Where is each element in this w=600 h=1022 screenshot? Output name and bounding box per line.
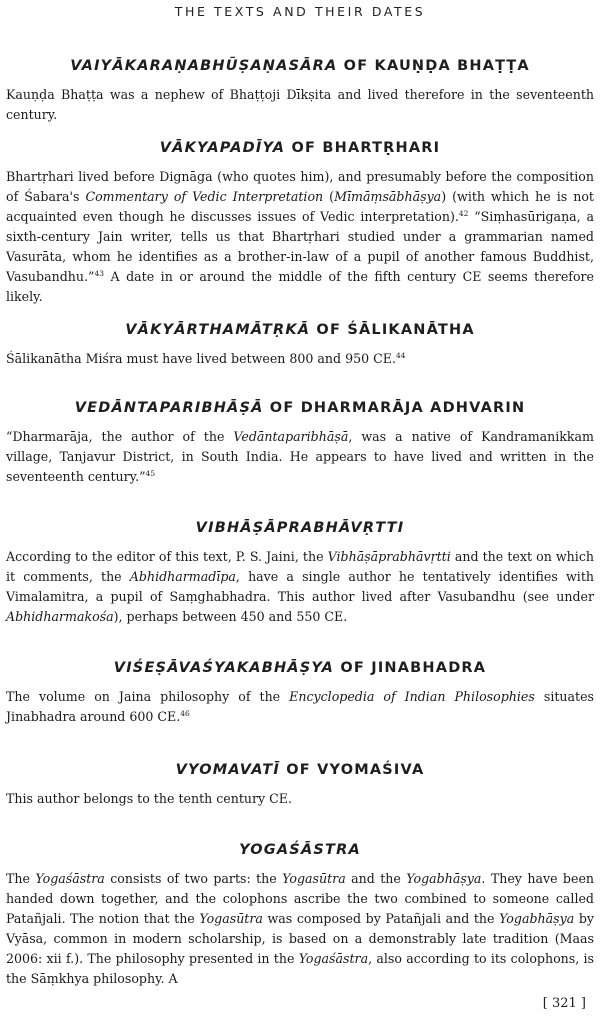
paragraph-text: , was a native of Kandramanikkam village, Tanjavur District, in South India. He appears to have lived and written in the seventeenth century.” <box>6 429 594 484</box>
paragraph-text: A date in or around the middle of the fifth century CE seems therefore likely. <box>6 269 594 304</box>
section-vaiyakaranabhusanasara <box>6 58 594 125</box>
section-vyomavati <box>6 762 594 809</box>
section-vakyapadiya <box>6 140 594 307</box>
paragraph-text: According to the editor of this text, P. S. Jaini, the <box>6 549 328 564</box>
work-title-inline: Yogabhāṣya <box>406 871 482 886</box>
section-heading <box>6 762 594 778</box>
work-title: VĀKYĀRTHAMĀTṚKĀ <box>125 322 311 338</box>
paragraph-text: situates Jinabhadra around 600 CE. <box>6 689 594 724</box>
paragraph-text: Kauṇḍa Bhaṭṭa was a nephew of Bhaṭṭoji Dīkṣita and lived therefore in the seventeenth century. <box>6 87 594 122</box>
footnote-ref[interactable]: 46 <box>180 708 190 718</box>
section-paragraph <box>6 869 594 989</box>
paragraph-text: Śālikanātha Miśra must have lived between 800 and 950 CE. <box>6 351 396 366</box>
paragraph-text: “Dharmarāja, the author of the <box>6 429 234 444</box>
work-title: VAIYĀKARAṆABHŪṢAṆASĀRA <box>70 58 338 74</box>
section-heading <box>6 58 594 74</box>
work-title-inline: Yogabhāṣya <box>499 911 575 926</box>
paragraph-text: Bhartṛhari lived before Dignāga (who quotes him), and presumably before the composition of Śabara's <box>6 169 594 204</box>
section-heading <box>6 140 594 156</box>
work-title-inline: Yogaśāstra <box>298 951 369 966</box>
footnote-ref[interactable]: 43 <box>94 268 104 278</box>
author-title: OF BHARTṚHARI <box>285 140 441 156</box>
section-paragraph <box>6 427 594 487</box>
paragraph-text: consists of two parts: the <box>104 871 283 886</box>
work-title: VIBHĀṢĀPRABHĀVṚTTI <box>195 520 405 536</box>
paragraph-text: by Vyāsa, common in modern scholarship, is based on a demonstrably late tradition (Maas 2006: xii f.). The philosophy presented in the <box>6 911 594 966</box>
section-heading <box>6 660 594 676</box>
paragraph-text: . They have been handed down together, and the colophons ascribe the two combined to someone called Patañjali. The notion that the <box>6 871 595 926</box>
paragraph-text: and the text on which it comments, the <box>6 549 594 584</box>
section-visesavasyakabhasya <box>6 660 594 727</box>
paragraph-text: was composed by Patañjali and the <box>262 911 500 926</box>
author-title: OF ŚĀLIKANĀTHA <box>310 322 475 338</box>
section-paragraph <box>6 547 594 627</box>
footnote-ref[interactable]: 42 <box>458 208 469 218</box>
work-title-inline: Abhidharmakośa <box>6 609 114 624</box>
section-vedantaparibhasa <box>6 400 594 487</box>
work-title-inline: Yogasūtra <box>199 911 263 926</box>
work-title: VIŚEṢĀVAŚYAKABHĀṢYA <box>113 660 335 676</box>
section-heading <box>6 842 594 858</box>
footnote-ref[interactable]: 44 <box>395 350 406 360</box>
section-yogasastra <box>6 842 594 989</box>
work-title-inline: Abhidharmadīpa <box>129 569 236 584</box>
paragraph-text: , also according to its colophons, is the Sāṃkhya philosophy. A <box>6 951 594 986</box>
work-title: YOGAŚĀSTRA <box>239 842 361 858</box>
section-heading <box>6 322 594 338</box>
work-title: VYOMAVATĪ <box>175 762 280 778</box>
author-title: OF JINABHADRA <box>334 660 487 676</box>
paragraph-text: “Siṃhasūrigaṇa, a sixth-century Jain writer, tells us that Bhartṛhari studied under a grammarian named Vasurāta, whom he identifies as a brother-in-law of a pupil of another famous Buddhist, Vasubandhu.” <box>6 209 594 284</box>
work-title: VĀKYAPADĪYA <box>159 140 286 156</box>
paragraph-text: The volume on Jaina philosophy of the <box>6 689 290 704</box>
work-title-inline: Vedāntaparibhāṣā <box>233 429 349 444</box>
section-paragraph <box>6 789 594 809</box>
work-title-inline: Yogaśāstra <box>35 871 105 886</box>
paragraph-text: This author belongs to the tenth century CE. <box>6 791 292 806</box>
work-title-inline: Encyclopedia of Indian Philosophies <box>289 689 535 704</box>
paragraph-text: , have a single author he tentatively identifies with Vimalamitra, a pupil of Saṃghabhadra. This author lived after Vasubandhu (see under <box>6 569 594 604</box>
work-title-inline: Mīmāṃsābhāṣya <box>334 189 442 204</box>
section-vibhasaprabhavrtti <box>6 520 594 627</box>
paragraph-text: The <box>6 871 36 886</box>
running-head: THE TEXTS AND THEIR DATES <box>174 4 426 19</box>
section-paragraph <box>6 349 594 369</box>
work-title-inline: Yogasūtra <box>282 871 346 886</box>
section-vakyarthamatrka <box>6 322 594 369</box>
work-title-inline: Commentary of Vedic Interpretation <box>85 189 324 204</box>
section-paragraph <box>6 687 594 727</box>
page-number: [ 321 ] <box>542 996 586 1011</box>
paragraph-text: and the <box>345 871 407 886</box>
work-title-inline: Vibhāṣāprabhāvṛtti <box>327 549 451 564</box>
paragraph-text: ( <box>323 189 335 204</box>
author-title: OF DHARMARĀJA ADHVARIN <box>263 400 526 416</box>
paragraph-text: ) (with which he is not acquainted even though he discusses issues of Vedic interpretation). <box>6 189 594 224</box>
section-heading <box>6 400 594 416</box>
section-paragraph <box>6 85 594 125</box>
section-paragraph <box>6 167 594 307</box>
footnote-ref[interactable]: 45 <box>145 468 156 478</box>
author-title: OF VYOMAŚIVA <box>279 762 425 778</box>
work-title: VEDĀNTAPARIBHĀṢĀ <box>74 400 264 416</box>
author-title: OF KAUṆḌA BHAṬṬA <box>337 58 530 74</box>
section-heading <box>6 520 594 536</box>
paragraph-text: ), perhaps between 450 and 550 CE. <box>113 609 348 624</box>
